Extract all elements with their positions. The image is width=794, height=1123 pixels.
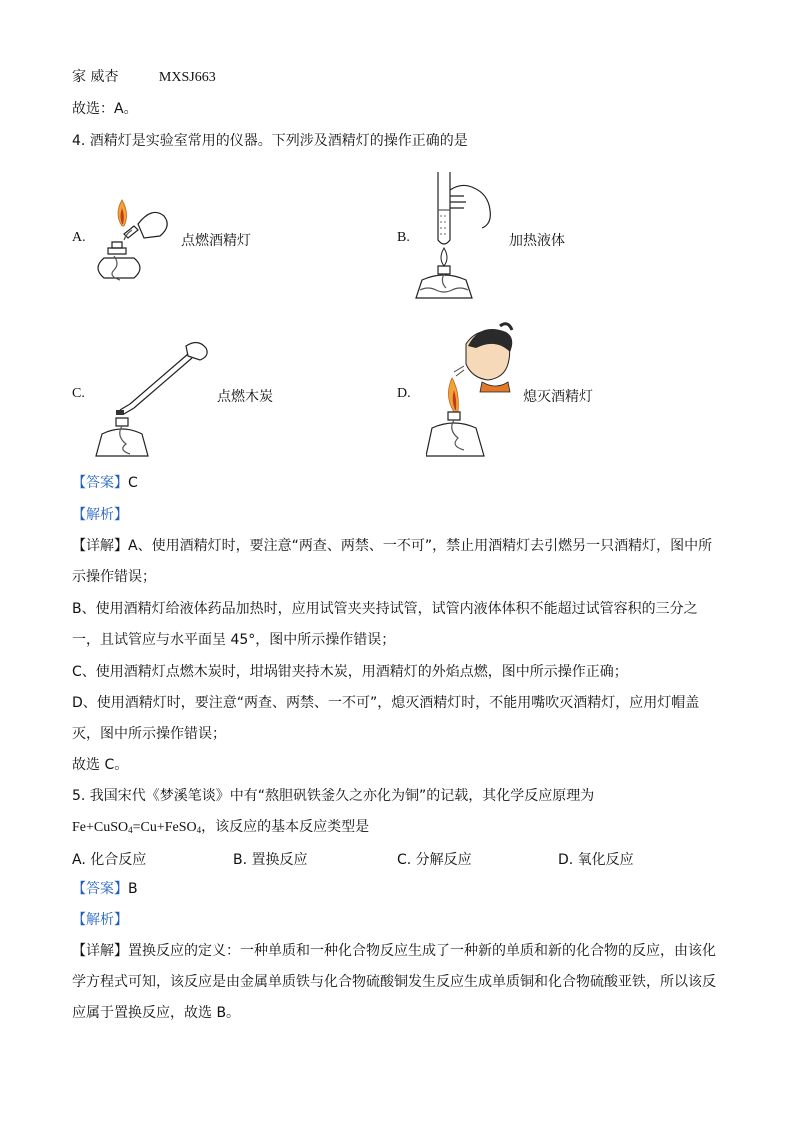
lamp-b bbox=[416, 266, 472, 298]
q5-choice-d: D. 氧化反应 bbox=[558, 852, 634, 868]
charcoal bbox=[116, 410, 124, 415]
q5-detail-line-2: 学方程式可知，该反应是由金属单质铁与化合物硫酸铜发生反应生成单质铜和化合物硫酸亚铁，所以该反 bbox=[72, 974, 716, 990]
q5-stem-line-2 bbox=[72, 818, 369, 839]
tilted-lamp bbox=[124, 212, 167, 240]
header-code: MXSJ663 bbox=[158, 70, 216, 85]
q4-detail-line-2: 示操作错误； bbox=[72, 569, 156, 585]
q5-choice-c: C. 分解反应 bbox=[397, 852, 472, 868]
equation-part-2: =Cu+FeSO bbox=[132, 820, 197, 835]
q4-detail-line-1 bbox=[72, 537, 712, 555]
q4-detail-line-8: 故选 C。 bbox=[72, 757, 129, 773]
lamp-d bbox=[426, 412, 484, 456]
tongs-with-hand bbox=[120, 342, 207, 414]
test-tube bbox=[438, 172, 450, 244]
q5-answer-line bbox=[72, 880, 138, 898]
q4-detail-line-5: C、使用酒精灯点燃木炭时，坩埚钳夹持木炭，用酒精灯的外焰点燃，图中所示操作正确； bbox=[72, 664, 628, 680]
q5-stem-rest: ，该反应的基本反应类型是 bbox=[201, 819, 370, 835]
option-a-letter: A. bbox=[72, 230, 86, 245]
q4-stem: 4. 酒精灯是实验室常用的仪器。下列涉及酒精灯的操作正确的是 bbox=[72, 133, 468, 149]
q4-detail-line-3: B、使用酒精灯给液体药品加热时，应用试管夹夹持试管，试管内液体体积不能超过试管容积的三分之 bbox=[72, 601, 698, 617]
lower-lamp bbox=[98, 242, 140, 280]
lamp-c bbox=[96, 418, 148, 456]
header-prefix: 家 威杏 bbox=[72, 69, 119, 85]
option-d-letter: D. bbox=[397, 386, 411, 401]
option-b-letter: B. bbox=[397, 230, 410, 245]
q5-detail-tag: 【详解】 bbox=[72, 943, 128, 959]
breath-lines bbox=[454, 366, 464, 376]
person-head bbox=[466, 324, 512, 392]
caption-a: 点燃酒精灯 bbox=[181, 233, 251, 249]
caption-d: 熄灭酒精灯 bbox=[523, 389, 593, 405]
flame-b bbox=[441, 248, 447, 266]
figure-d-blowing-out-lamp bbox=[426, 320, 520, 462]
equation-sub-2: 4 bbox=[196, 825, 202, 835]
q4-detail-text-1: A、使用酒精灯时，要注意“两查、两禁、一不可”，禁止用酒精灯去引燃另一只酒精灯，图中所 bbox=[128, 538, 713, 554]
q5-detail-line-3: 应属于置换反应，故选 B。 bbox=[72, 1005, 241, 1021]
q4-detail-tag: 【详解】 bbox=[72, 538, 128, 554]
q5-choice-b: B. 置换反应 bbox=[233, 852, 308, 868]
q5-answer-tag: 【答案】 bbox=[72, 881, 128, 897]
q3-conclusion: 故选：A。 bbox=[72, 101, 138, 117]
figure-b-heating-liquid bbox=[414, 170, 498, 304]
q5-stem-line-1: 5. 我国宋代《梦溪笔谈》中有“熬胆矾铁釜久之亦化为铜”的记载，其化学反应原理为 bbox=[72, 788, 595, 804]
figure-a-lamp-lighting-lamp bbox=[94, 196, 180, 288]
header-line bbox=[72, 68, 216, 87]
q5-detail-line-1 bbox=[72, 942, 716, 960]
q4-detail-line-4: 一，且试管应与水平面呈 45°，图中所示操作错误； bbox=[72, 632, 396, 648]
q4-detail-line-7: 灭，图中所示操作错误； bbox=[72, 726, 226, 742]
q4-analysis-tag: 【解析】 bbox=[72, 507, 128, 523]
option-c-letter: C. bbox=[72, 386, 85, 401]
figure-c-lighting-charcoal bbox=[90, 334, 214, 462]
flame-a bbox=[118, 200, 127, 226]
q5-equation bbox=[72, 820, 201, 835]
q4-answer: C bbox=[128, 475, 138, 491]
q5-detail-text-1: 置换反应的定义：一种单质和一种化合物反应生成了一种新的单质和新的化合物的反应，由该化 bbox=[128, 943, 716, 959]
caption-c: 点燃木炭 bbox=[217, 389, 273, 405]
q4-answer-tag: 【答案】 bbox=[72, 475, 128, 491]
q5-answer: B bbox=[128, 881, 138, 897]
equation-part-1: Fe+CuSO bbox=[72, 820, 129, 835]
q5-analysis-tag: 【解析】 bbox=[72, 912, 128, 928]
q5-choice-a: A. 化合反应 bbox=[72, 852, 147, 868]
caption-b: 加热液体 bbox=[509, 233, 565, 249]
q4-answer-line bbox=[72, 474, 138, 492]
flame-d bbox=[448, 378, 458, 412]
equation-sub-1: 4 bbox=[128, 825, 133, 835]
hand bbox=[450, 185, 490, 228]
q4-detail-line-6: D、使用酒精灯时，要注意“两查、两禁、一不可”，熄灭酒精灯时，不能用嘴吹灭酒精灯，应用灯帽盖 bbox=[72, 695, 700, 711]
